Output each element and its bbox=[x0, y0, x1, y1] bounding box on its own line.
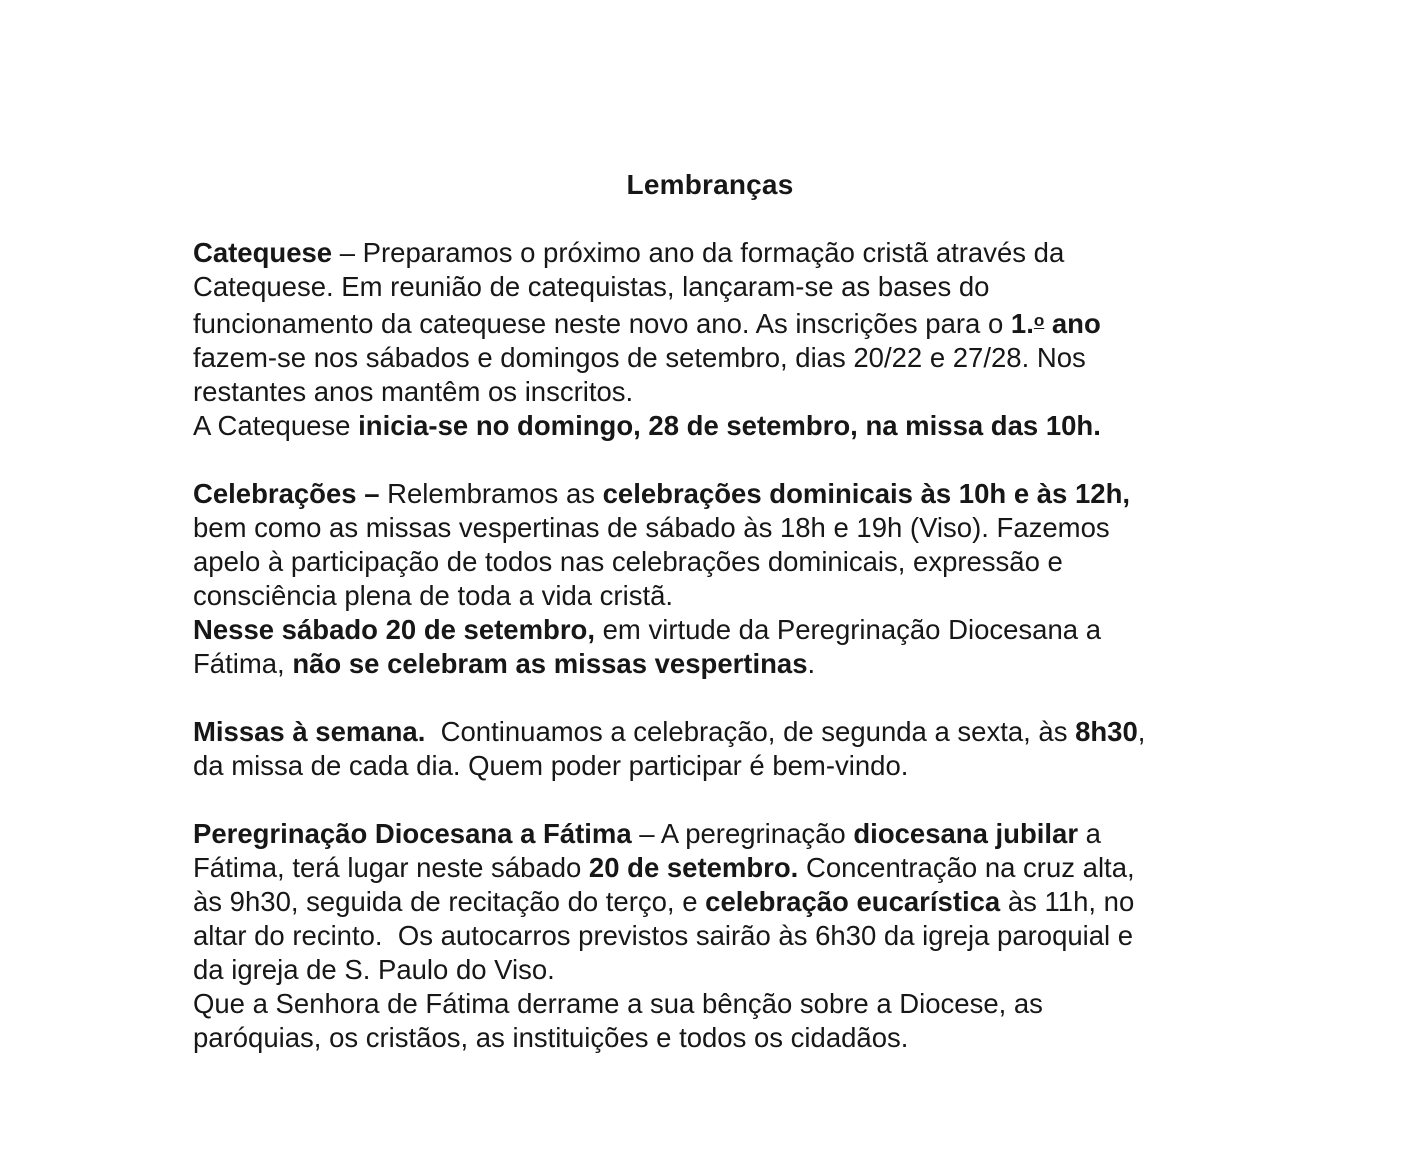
text-line bbox=[193, 270, 1227, 304]
text-run: – Preparamos o próximo ano da formação cristã através da bbox=[332, 237, 1065, 268]
text-run: Fátima, terá lugar neste sábado bbox=[193, 852, 589, 884]
text-run: Relembramos as bbox=[379, 478, 603, 510]
text-run-bold: celebração eucarística bbox=[705, 886, 1001, 918]
text-run: Continuamos a celebração, de segunda a sexta, às bbox=[425, 716, 1076, 748]
text-run-bold: Catequese bbox=[193, 237, 333, 268]
paragraph-missas-a-semana bbox=[193, 715, 1227, 783]
text-line bbox=[193, 885, 1227, 919]
text-run-bold: Missas à semana. bbox=[193, 716, 426, 748]
text-run: funcionamento da catequese neste novo ano. As inscrições para o bbox=[193, 308, 1011, 340]
text-run: às 9h30, seguida de recitação do terço, e bbox=[193, 886, 706, 918]
text-run: altar do recinto. Os autocarros previstos sairão às 6h30 da igreja paroquial e bbox=[193, 920, 1134, 952]
text-run: Que a Senhora de Fátima derrame a sua bênção sobre a Diocese, as bbox=[193, 988, 1043, 1020]
text-line bbox=[193, 987, 1227, 1021]
text-line bbox=[193, 817, 1227, 851]
text-run: – A peregrinação bbox=[631, 818, 854, 850]
text-line bbox=[193, 375, 1227, 409]
text-run-bold: 20 de setembro. bbox=[588, 852, 799, 884]
text-run-bold: inicia-se no domingo, 28 de setembro, na missa das 10h. bbox=[358, 410, 1101, 442]
text-run: da igreja de S. Paulo do Viso. bbox=[193, 954, 555, 986]
text-line bbox=[193, 851, 1227, 885]
text-run-bold: Nesse sábado 20 de setembro, bbox=[193, 614, 595, 646]
document-title: Lembranças bbox=[626, 169, 794, 200]
text-run: bem como as missas vespertinas de sábado às 18h e 19h (Viso). Fazemos bbox=[193, 512, 1110, 544]
paragraph-catequese bbox=[193, 236, 1227, 443]
text-line bbox=[193, 1021, 1227, 1055]
text-run: Catequese. Em reunião de catequistas, lançaram-se as bases do bbox=[193, 271, 990, 302]
text-line bbox=[193, 613, 1227, 647]
text-line bbox=[193, 236, 1227, 270]
text-run: às 11h, no bbox=[1000, 886, 1135, 918]
text-run-bold: diocesana jubilar bbox=[853, 818, 1079, 850]
text-run: paróquias, os cristãos, as instituições e todos os cidadãos. bbox=[193, 1022, 909, 1054]
text-line bbox=[193, 304, 1227, 341]
text-line bbox=[193, 715, 1227, 749]
text-run: consciência plena de toda a vida cristã. bbox=[193, 580, 674, 612]
text-run: da missa de cada dia. Quem poder participar é bem-vindo. bbox=[193, 750, 909, 782]
text-run: apelo à participação de todos nas celebrações dominicais, expressão e bbox=[193, 546, 1063, 578]
text-run: A Catequese bbox=[193, 410, 359, 442]
text-run-bold: celebrações dominicais às 10h e às 12h, bbox=[602, 478, 1131, 510]
text-line bbox=[193, 511, 1227, 545]
text-line bbox=[193, 953, 1227, 987]
text-run-bold: Peregrinação Diocesana a Fátima bbox=[193, 818, 632, 850]
text-line bbox=[193, 749, 1227, 783]
text-line bbox=[193, 409, 1227, 443]
text-line bbox=[193, 545, 1227, 579]
text-run: , bbox=[1137, 716, 1146, 748]
text-line bbox=[193, 579, 1227, 613]
text-line bbox=[193, 341, 1227, 375]
text-line bbox=[193, 647, 1227, 681]
text-run-bold: o bbox=[1033, 311, 1045, 330]
text-line bbox=[193, 477, 1227, 511]
text-run-bold: 8h30 bbox=[1075, 716, 1138, 748]
text-run: a bbox=[1078, 818, 1101, 850]
text-line bbox=[193, 919, 1227, 953]
text-run-bold: não se celebram as missas vespertinas bbox=[292, 648, 808, 680]
paragraphs-container bbox=[193, 236, 1227, 1055]
document-content bbox=[193, 168, 1227, 1055]
text-run: fazem-se nos sábados e domingos de setembro, dias 20/22 e 27/28. Nos bbox=[193, 342, 1086, 374]
paragraph-peregrinacao-diocesana bbox=[193, 817, 1227, 1055]
text-run-bold: 1. bbox=[1010, 308, 1034, 340]
paragraph-celebracoes bbox=[193, 477, 1227, 681]
text-run-bold: Celebrações – bbox=[193, 478, 380, 510]
text-run: em virtude da Peregrinação Diocesana a bbox=[595, 614, 1101, 646]
text-run: Fátima, bbox=[193, 648, 293, 680]
text-run: restantes anos mantêm os inscritos. bbox=[193, 376, 634, 408]
text-run: Concentração na cruz alta, bbox=[798, 852, 1135, 884]
text-run: . bbox=[807, 648, 816, 680]
text-run-bold: ano bbox=[1044, 308, 1101, 340]
